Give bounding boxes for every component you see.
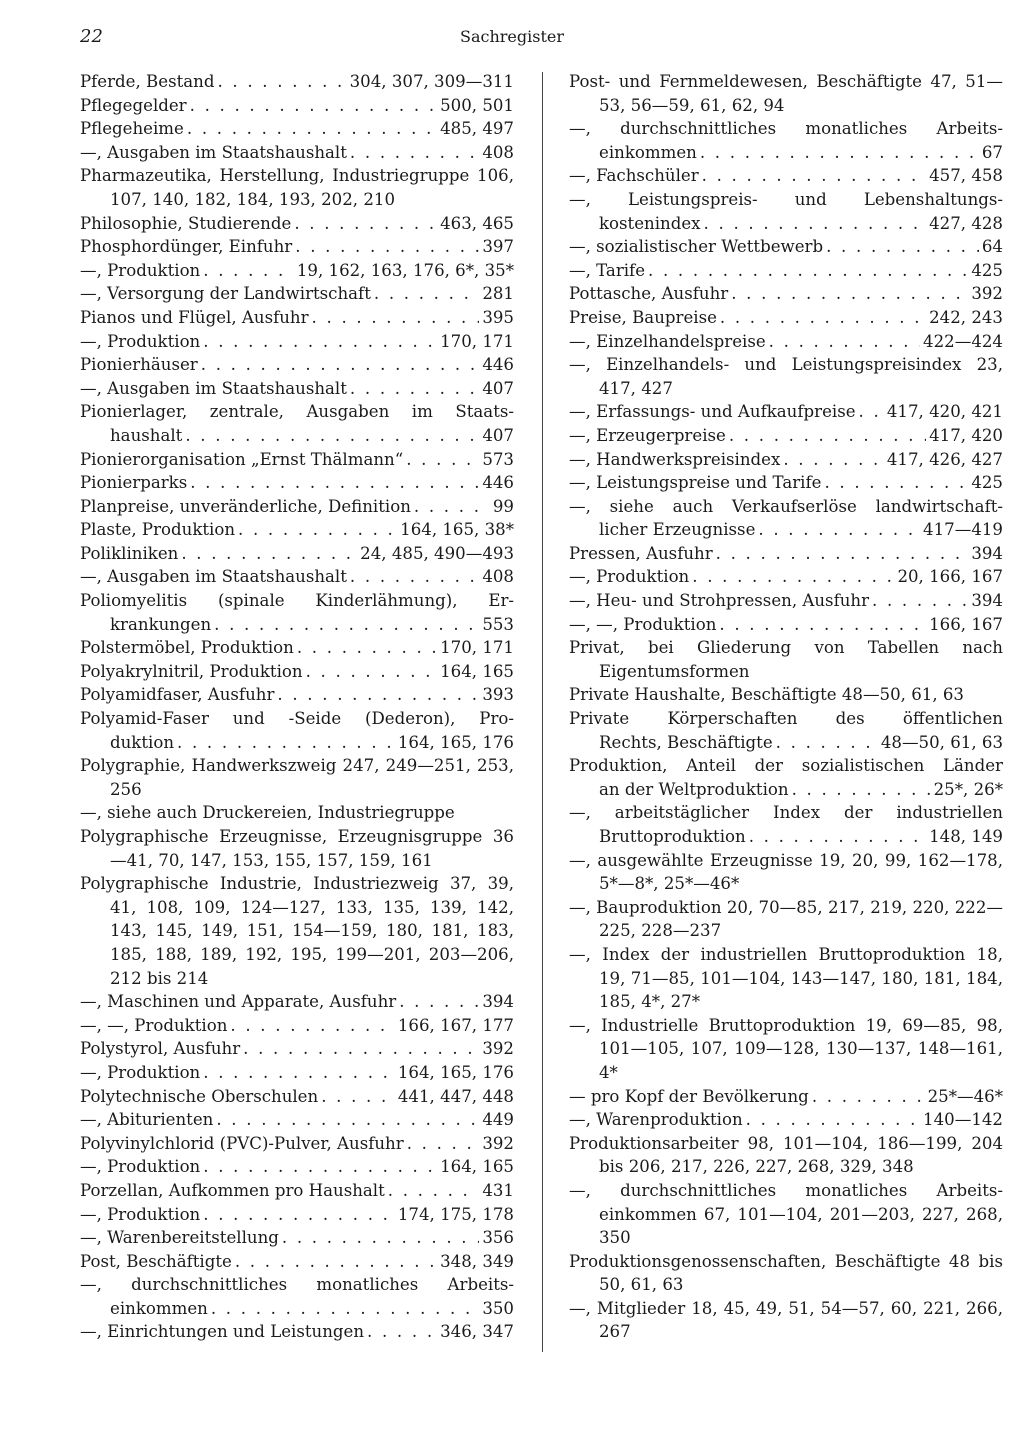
- index-entry: [80, 683, 514, 707]
- page-references: 425: [971, 260, 1003, 280]
- entry-term: Porzellan, Aufkommen pro Haushalt: [80, 1180, 385, 1200]
- entry-term: —, Erzeugerpreise: [569, 425, 726, 445]
- page-references: 463, 465: [440, 213, 514, 233]
- running-head: Sachregister: [460, 27, 564, 46]
- leader-dots: [214, 613, 479, 637]
- index-entry: [80, 330, 514, 354]
- leader-dots: [414, 495, 490, 519]
- index-entry: [80, 565, 514, 589]
- index-entry: [80, 212, 514, 236]
- leader-dots: [181, 542, 357, 566]
- page-references: 166, 167, 177: [397, 1015, 514, 1035]
- index-entry: [569, 589, 1003, 613]
- index-entry: —, ausgewählte Erzeugnisse 19, 20, 99, 162—178, 5*—8*, 25*—46*: [569, 850, 1003, 894]
- leader-dots: [859, 400, 884, 424]
- page-references: 140—142: [923, 1110, 1003, 1130]
- leader-dots: [719, 613, 926, 637]
- entry-term: —, Heu- und Strohpressen, Ausfuhr: [569, 591, 870, 611]
- entry-term: —, Warenbereitstellung: [80, 1228, 279, 1248]
- entry-term: Polystyrol, Ausfuhr: [80, 1039, 241, 1059]
- entry-term: —, Produktion: [80, 1062, 201, 1082]
- page-references: 446: [482, 473, 514, 493]
- index-entry: [569, 1085, 1003, 1109]
- page-references: 422—424: [923, 331, 1003, 351]
- leader-dots: [203, 1203, 395, 1227]
- index-column-right: [569, 70, 1003, 1344]
- entry-term: Philosophie, Studierende: [80, 213, 292, 233]
- index-entry: [569, 164, 1003, 188]
- page-references: 24, 485, 490—493: [360, 543, 514, 563]
- leader-dots: [872, 589, 968, 613]
- leader-dots: [746, 1108, 920, 1132]
- index-entry: Polygraphie, Handwerkszweig 247, 249—251, 253, 256: [80, 756, 514, 799]
- leader-dots: [217, 70, 346, 94]
- index-entry: [80, 1320, 514, 1344]
- entry-term: einkommen: [599, 142, 697, 162]
- index-entry: [80, 377, 514, 401]
- column-divider: [542, 72, 543, 1352]
- entry-term: —, Produktion: [80, 260, 201, 280]
- index-entry: Privat, bei Gliederung von Tabellen nach Eigentumsformen: [569, 638, 1003, 681]
- entry-term: krankungen: [110, 614, 212, 634]
- page-references: 170, 171: [440, 331, 514, 351]
- page-references: 281: [482, 284, 514, 304]
- leader-dots: [350, 141, 479, 165]
- index-entry: [80, 141, 514, 165]
- page-references: 348, 349: [440, 1251, 514, 1271]
- index-entry: [80, 990, 514, 1014]
- index-entry: —, Leistungspreis- und Lebenshaltungs-: [569, 189, 1003, 209]
- leader-dots: [704, 212, 927, 236]
- leader-dots: [187, 117, 437, 141]
- page-references: 25*, 26*: [933, 779, 1003, 799]
- entry-term: —, Produktion: [80, 1204, 201, 1224]
- leader-dots: [729, 424, 926, 448]
- entry-term: kostenindex: [599, 213, 701, 233]
- entry-term: —, Tarife: [569, 260, 646, 280]
- index-entry-continuation: [80, 613, 514, 637]
- page-references: 397: [482, 237, 514, 257]
- page-references: 573: [482, 449, 514, 469]
- entry-term: — pro Kopf der Bevölkerung: [569, 1086, 809, 1106]
- leader-dots: [211, 1297, 479, 1321]
- page-references: 425: [971, 473, 1003, 493]
- index-entry: —, Einzelhandels- und Leistungspreisindex 23, 417, 427: [569, 355, 1003, 398]
- page-references: 48—50, 61, 63: [880, 732, 1003, 752]
- index-entry: Polygraphische Industrie, Industriezweig 37, 39, 41, 108, 109, 124—127, 133, 135, 139, 142, 143, 145, 149, 151, 154—159, 180, 181, 183, 185, 188, 189, 192, 195, 199—201, 203—206, 212 bis 214: [80, 874, 514, 988]
- entry-term: Pottasche, Ausfuhr: [569, 284, 729, 304]
- page-references: 20, 166, 167: [897, 567, 1003, 587]
- index-entry: —, siehe auch Druckereien, Industriegruppe: [80, 803, 455, 823]
- index-entry: [569, 1108, 1003, 1132]
- leader-dots: [190, 471, 479, 495]
- entry-term: —, Erfassungs- und Aufkaufpreise: [569, 402, 856, 422]
- leader-dots: [203, 330, 437, 354]
- leader-dots: [306, 660, 438, 684]
- entry-term: Planpreise, unveränderliche, Definition: [80, 496, 411, 516]
- leader-dots: [185, 424, 479, 448]
- index-entry-continuation: [569, 212, 1003, 236]
- page-references: 392: [482, 1039, 514, 1059]
- leader-dots: [243, 1037, 479, 1061]
- page-number: 22: [80, 26, 103, 47]
- entry-term: —, Produktion: [80, 1157, 201, 1177]
- leader-dots: [350, 565, 479, 589]
- entry-term: —, Produktion: [80, 331, 201, 351]
- index-entry: —, Industrielle Bruttoproduktion 19, 69—85, 98, 101—105, 107, 109—128, 130—137, 148—161, 4*: [569, 1015, 1003, 1082]
- index-entry: [80, 1203, 514, 1227]
- index-entry: [80, 1085, 514, 1109]
- leader-dots: [177, 731, 395, 755]
- leader-dots: [201, 353, 480, 377]
- entry-term: einkommen: [110, 1298, 208, 1318]
- page-references: 148, 149: [929, 827, 1003, 846]
- leader-dots: [388, 1179, 480, 1203]
- leader-dots: [700, 141, 979, 165]
- entry-term: Polytechnische Oberschulen: [80, 1086, 319, 1106]
- index-entry: [80, 94, 514, 118]
- index-entry: [80, 1014, 514, 1038]
- page-references: 346, 347: [440, 1322, 514, 1342]
- index-entry-continuation: [80, 1297, 514, 1321]
- leader-dots: [295, 235, 479, 259]
- page-references: 392: [971, 284, 1003, 304]
- page-references: 393: [482, 685, 514, 705]
- leader-dots: [230, 1014, 394, 1038]
- entry-term: —, —, Produktion: [569, 614, 717, 634]
- index-entry: [80, 448, 514, 472]
- page-references: 417, 426, 427: [886, 449, 1003, 469]
- leader-dots: [350, 377, 479, 401]
- leader-dots: [769, 330, 920, 354]
- page-references: 485, 497: [440, 119, 514, 139]
- entry-term: Pionierorganisation „Ernst Thälmann“: [80, 449, 404, 469]
- index-entry: [80, 542, 514, 566]
- entry-term: Pflegeheime: [80, 119, 184, 139]
- leader-dots: [826, 235, 979, 259]
- index-entry-continuation: [569, 141, 1003, 165]
- index-entry: [80, 518, 514, 542]
- entry-term: —, Leistungspreise und Tarife: [569, 473, 822, 493]
- entry-term: duktion: [110, 732, 175, 752]
- entry-term: —, sozialistischer Wettbewerb: [569, 237, 824, 257]
- page-references: 164, 165, 38*: [400, 520, 514, 540]
- leader-dots: [399, 990, 479, 1014]
- index-entry: [80, 1037, 514, 1061]
- index-entry-continuation: [569, 825, 1003, 849]
- leader-dots: [297, 636, 437, 660]
- index-entry: [80, 282, 514, 306]
- page-references: 441, 447, 448: [397, 1086, 514, 1106]
- index-entry: [80, 70, 514, 94]
- page-references: 417, 420, 421: [886, 402, 1003, 422]
- index-entry: Pharmazeutika, Herstellung, Industriegruppe 106, 107, 140, 182, 184, 193, 202, 210: [80, 166, 514, 209]
- leader-dots: [824, 471, 968, 495]
- leader-dots: [374, 282, 479, 306]
- leader-dots: [277, 683, 479, 707]
- leader-dots: [203, 1061, 395, 1085]
- index-entry: —, Index der industriellen Bruttoproduktion 18, 19, 71—85, 101—104, 143—147, 180, 181, 184, 185, 4*, 27*: [569, 944, 1003, 1012]
- entry-term: —, Produktion: [569, 567, 690, 587]
- entry-term: —, Ausgaben im Staatshaushalt: [80, 378, 347, 398]
- entry-term: Pressen, Ausfuhr: [569, 543, 713, 563]
- leader-dots: [792, 778, 931, 802]
- leader-dots: [235, 1250, 437, 1274]
- page-references: 164, 165: [440, 661, 514, 681]
- leader-dots: [749, 825, 926, 849]
- index-entry: [569, 259, 1003, 283]
- index-entry: —, durchschnittliches monatliches Arbeits-: [569, 119, 1003, 139]
- leader-dots: [203, 1155, 437, 1179]
- entry-term: Pflegegelder: [80, 95, 187, 115]
- index-entry-continuation: [80, 731, 514, 755]
- page-references: 242, 243: [929, 307, 1003, 327]
- entry-term: Phosphordünger, Einfuhr: [80, 237, 293, 257]
- index-entry: [80, 495, 514, 519]
- index-entry: Post- und Fernmeldewesen, Beschäftigte 47, 51—53, 56—59, 61, 62, 94: [569, 72, 1003, 115]
- entry-term: Polyamidfaser, Ausfuhr: [80, 685, 275, 705]
- leader-dots: [238, 518, 397, 542]
- index-entry: [80, 1250, 514, 1274]
- leader-dots: [758, 518, 920, 542]
- index-entry: [569, 565, 1003, 589]
- page-references: 350: [482, 1298, 514, 1318]
- index-entry: Polygraphische Erzeugnisse, Erzeugnisgruppe 36—41, 70, 147, 153, 155, 157, 159, 161: [80, 827, 514, 870]
- index-entry: —, Mitglieder 18, 45, 49, 51, 54—57, 60, 221, 266, 267: [569, 1298, 1003, 1342]
- entry-term: —, —, Produktion: [80, 1015, 228, 1035]
- leader-dots: [776, 731, 878, 755]
- leader-dots: [312, 306, 480, 330]
- page-references: 446: [482, 355, 514, 375]
- page-references: 449: [482, 1110, 514, 1130]
- page-references: 431: [482, 1180, 514, 1200]
- page-references: 164, 165: [440, 1157, 514, 1177]
- leader-dots: [702, 164, 926, 188]
- entry-term: —, Handwerkspreisindex: [569, 449, 781, 469]
- index-entry: [569, 400, 1003, 424]
- leader-dots: [190, 94, 437, 118]
- page-references: 408: [482, 567, 514, 587]
- index-entry: [569, 471, 1003, 495]
- leader-dots: [216, 1108, 479, 1132]
- index-entry: Pionierlager, zentrale, Ausgaben im Staats-: [80, 402, 514, 422]
- index-entry: Poliomyelitis (spinale Kinderlähmung), Er-: [80, 591, 514, 611]
- index-entry: —, siehe auch Verkaufserlöse landwirtschaft-: [569, 496, 1003, 516]
- index-entry: —, Bauproduktion 20, 70—85, 217, 219, 220, 222—225, 228—237: [569, 897, 1003, 941]
- page-references: 394: [971, 543, 1003, 563]
- entry-term: Polstermöbel, Produktion: [80, 638, 294, 658]
- page-references: 394: [482, 992, 514, 1012]
- page-references: 417, 420: [929, 425, 1003, 445]
- page-references: 457, 458: [929, 166, 1003, 186]
- page-references: 67: [981, 142, 1003, 162]
- index-column-left: [80, 70, 514, 1344]
- index-entry: [569, 235, 1003, 259]
- entry-term: Bruttoproduktion: [599, 827, 746, 846]
- entry-term: Post, Beschäftigte: [80, 1251, 232, 1271]
- index-entry: [80, 306, 514, 330]
- entry-term: —, Ausgaben im Staatshaushalt: [80, 567, 347, 587]
- index-entry-continuation: [569, 731, 1003, 755]
- page-references: 164, 165, 176: [397, 1062, 514, 1082]
- entry-term: —, Einrichtungen und Leistungen: [80, 1322, 365, 1342]
- page-references: 19, 162, 163, 176, 6*, 35*: [296, 260, 514, 280]
- leader-dots: [692, 565, 894, 589]
- index-entry: [569, 613, 1003, 637]
- entry-term: —, Einzelhandelspreise: [569, 331, 766, 351]
- entry-term: Pionierhäuser: [80, 355, 198, 375]
- page-references: 553: [482, 614, 514, 634]
- page-references: 408: [482, 142, 514, 162]
- index-entry: [80, 636, 514, 660]
- page-references: 407: [482, 378, 514, 398]
- index-entry: [80, 353, 514, 377]
- leader-dots: [783, 448, 884, 472]
- page-references: 166, 167: [929, 614, 1003, 634]
- leader-dots: [731, 282, 968, 306]
- page-references: 395: [482, 307, 514, 327]
- index-entry: [80, 660, 514, 684]
- index-entry: Produktionsarbeiter 98, 101—104, 186—199, 204 bis 206, 217, 226, 227, 268, 329, 348: [569, 1133, 1003, 1177]
- page-references: 164, 165, 176: [397, 732, 514, 752]
- page-references: 64: [981, 237, 1003, 257]
- index-entry: [80, 235, 514, 259]
- index-entry: [80, 117, 514, 141]
- index-entry: Produktion, Anteil der sozialistischen Länder: [569, 756, 1003, 776]
- index-entry: [80, 1155, 514, 1179]
- page-references: 304, 307, 309—311: [349, 72, 514, 91]
- index-entry: [80, 471, 514, 495]
- index-entry: [80, 1226, 514, 1250]
- entry-term: an der Weltproduktion: [599, 779, 789, 799]
- entry-term: Polikliniken: [80, 543, 179, 563]
- leader-dots: [406, 448, 479, 472]
- index-entry: [80, 1108, 514, 1132]
- entry-term: Polyakrylnitril, Produktion: [80, 661, 303, 681]
- index-entry: Produktionsgenossenschaften, Beschäftigte 48 bis 50, 61, 63: [569, 1251, 1003, 1295]
- page-references: 417—419: [923, 520, 1003, 540]
- leader-dots: [282, 1226, 479, 1250]
- index-entry-continuation: [569, 518, 1003, 542]
- index-entry: Polyamid-Faser und -Seide (Dederon), Pro-: [80, 709, 514, 729]
- index-entry: [569, 282, 1003, 306]
- index-entry-continuation: [569, 778, 1003, 802]
- entry-term: —, Warenproduktion: [569, 1110, 743, 1130]
- page-references: 394: [971, 591, 1003, 611]
- index-entry: [80, 1132, 514, 1156]
- index-entry: —, arbeitstäglicher Index der industriellen: [569, 803, 1003, 823]
- entry-term: —, Fachschüler: [569, 166, 699, 186]
- leader-dots: [321, 1085, 395, 1109]
- index-entry-continuation: [80, 424, 514, 448]
- index-entry: [569, 330, 1003, 354]
- page-references: 407: [482, 425, 514, 445]
- page-references: 427, 428: [929, 213, 1003, 233]
- index-entry: Private Körperschaften des öffentlichen: [569, 709, 1003, 729]
- entry-term: —, Abiturienten: [80, 1110, 214, 1130]
- index-entry: [569, 424, 1003, 448]
- index-entry: —, durchschnittliches monatliches Arbeits-einkommen 67, 101—104, 201—203, 227, 268, 350: [569, 1180, 1003, 1248]
- entry-term: Rechts, Beschäftigte: [599, 732, 773, 752]
- entry-term: Pionierparks: [80, 473, 188, 493]
- entry-term: —, Maschinen und Apparate, Ausfuhr: [80, 992, 397, 1012]
- entry-term: licher Erzeugnisse: [599, 520, 756, 540]
- page-references: 500, 501: [440, 95, 514, 115]
- page-references: 392: [482, 1133, 514, 1153]
- index-entry: [80, 1061, 514, 1085]
- index-entry: Private Haushalte, Beschäftigte 48—50, 61, 63: [569, 685, 964, 705]
- index-entry: —, durchschnittliches monatliches Arbeits-: [80, 1275, 514, 1295]
- leader-dots: [812, 1085, 925, 1109]
- page-references: 99: [492, 496, 514, 516]
- leader-dots: [367, 1320, 437, 1344]
- entry-term: Pferde, Bestand: [80, 72, 215, 91]
- entry-term: Polyvinylchlorid (PVC)-Pulver, Ausfuhr: [80, 1133, 404, 1153]
- entry-term: —, Ausgaben im Staatshaushalt: [80, 142, 347, 162]
- entry-term: —, Versorgung der Landwirtschaft: [80, 284, 371, 304]
- leader-dots: [720, 306, 926, 330]
- index-entry: [569, 542, 1003, 566]
- leader-dots: [648, 259, 968, 283]
- entry-term: Preise, Baupreise: [569, 307, 717, 327]
- leader-dots: [716, 542, 969, 566]
- index-entry: [569, 448, 1003, 472]
- page-references: 25*—46*: [927, 1086, 1003, 1106]
- leader-dots: [203, 259, 294, 283]
- page-references: 174, 175, 178: [397, 1204, 514, 1224]
- index-entry: [80, 1179, 514, 1203]
- page-references: 170, 171: [440, 638, 514, 658]
- leader-dots: [407, 1132, 480, 1156]
- leader-dots: [294, 212, 437, 236]
- entry-term: Pianos und Flügel, Ausfuhr: [80, 307, 309, 327]
- page-references: 356: [482, 1228, 514, 1248]
- entry-term: haushalt: [110, 425, 183, 445]
- entry-term: Plaste, Produktion: [80, 520, 236, 540]
- index-entry: [569, 306, 1003, 330]
- index-entry: [80, 259, 514, 283]
